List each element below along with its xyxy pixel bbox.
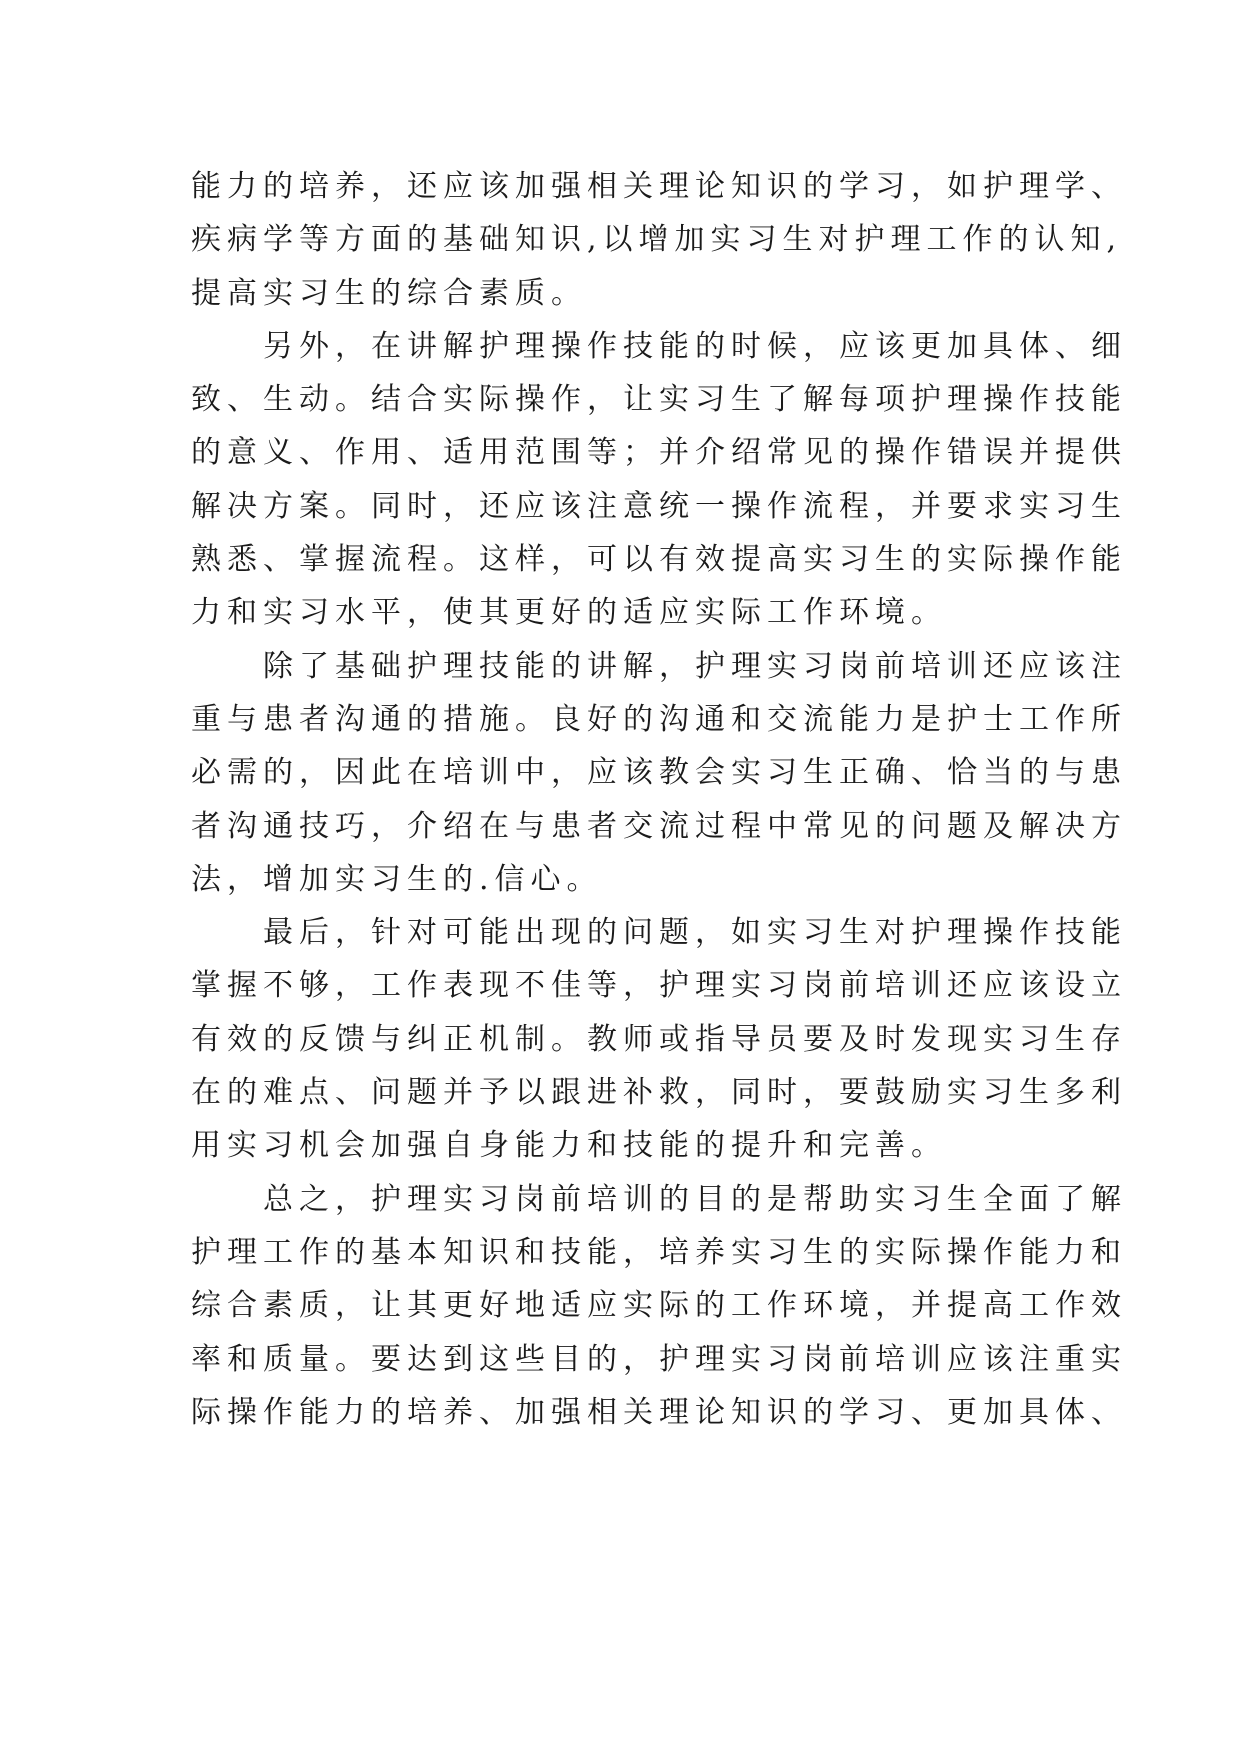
text-line: 用实习机会加强自身能力和技能的提升和完善。 [191,1128,947,1164]
text-line: 力和实习水平，使其更好的适应实际工作环境。 [191,595,947,631]
text-line: 解决方案。同时，还应该注意统一操作流程，并要求实习生 [191,488,1127,524]
text-line: 法，增加实习生的.信心。 [191,861,603,897]
text-line: 致、生动。结合实际操作，让实习生了解每项护理操作技能 [191,382,1127,418]
text-line: 的意义、作用、适用范围等；并介绍常见的操作错误并提供 [191,435,1127,471]
text-line: 际操作能力的培养、加强相关理论知识的学习、更加具体、 [191,1394,1127,1430]
text-line: 率和质量。要达到这些目的，护理实习岗前培训应该注重实 [191,1341,1127,1377]
text-line: 重与患者沟通的措施。良好的沟通和交流能力是护士工作所 [191,701,1127,737]
text-line: 综合素质，让其更好地适应实际的工作环境，并提高工作效 [191,1288,1127,1324]
document-body [191,160,1127,1439]
text-line: 除了基础护理技能的讲解，护理实习岗前培训还应该注 [263,648,1127,684]
text-line: 者沟通技巧，介绍在与患者交流过程中常见的问题及解决方 [191,808,1127,844]
text-line: 总之，护理实习岗前培训的目的是帮助实习生全面了解 [263,1181,1127,1217]
text-line: 熟悉、掌握流程。这样，可以有效提高实习生的实际操作能 [191,542,1127,578]
text-line: 疾病学等方面的基础知识,以增加实习生对护理工作的认知, [191,222,1123,258]
text-line: 能力的培养，还应该加强相关理论知识的学习，如护理学、 [191,169,1127,204]
text-line: 护理工作的基本知识和技能，培养实习生的实际操作能力和 [191,1234,1127,1270]
text-line: 有效的反馈与纠正机制。教师或指导员要及时发现实习生存 [191,1021,1127,1057]
text-line: 另外，在讲解护理操作技能的时候，应该更加具体、细 [263,328,1127,364]
text-line: 最后，针对可能出现的问题，如实习生对护理操作技能 [263,915,1127,951]
text-line: 提高实习生的综合素质。 [191,275,587,311]
text-line: 必需的，因此在培训中，应该教会实习生正确、恰当的与患 [191,755,1127,791]
text-line: 在的难点、问题并予以跟进补救，同时，要鼓励实习生多利 [191,1075,1127,1111]
text-line: 掌握不够，工作表现不佳等，护理实习岗前培训还应该设立 [191,968,1127,1004]
